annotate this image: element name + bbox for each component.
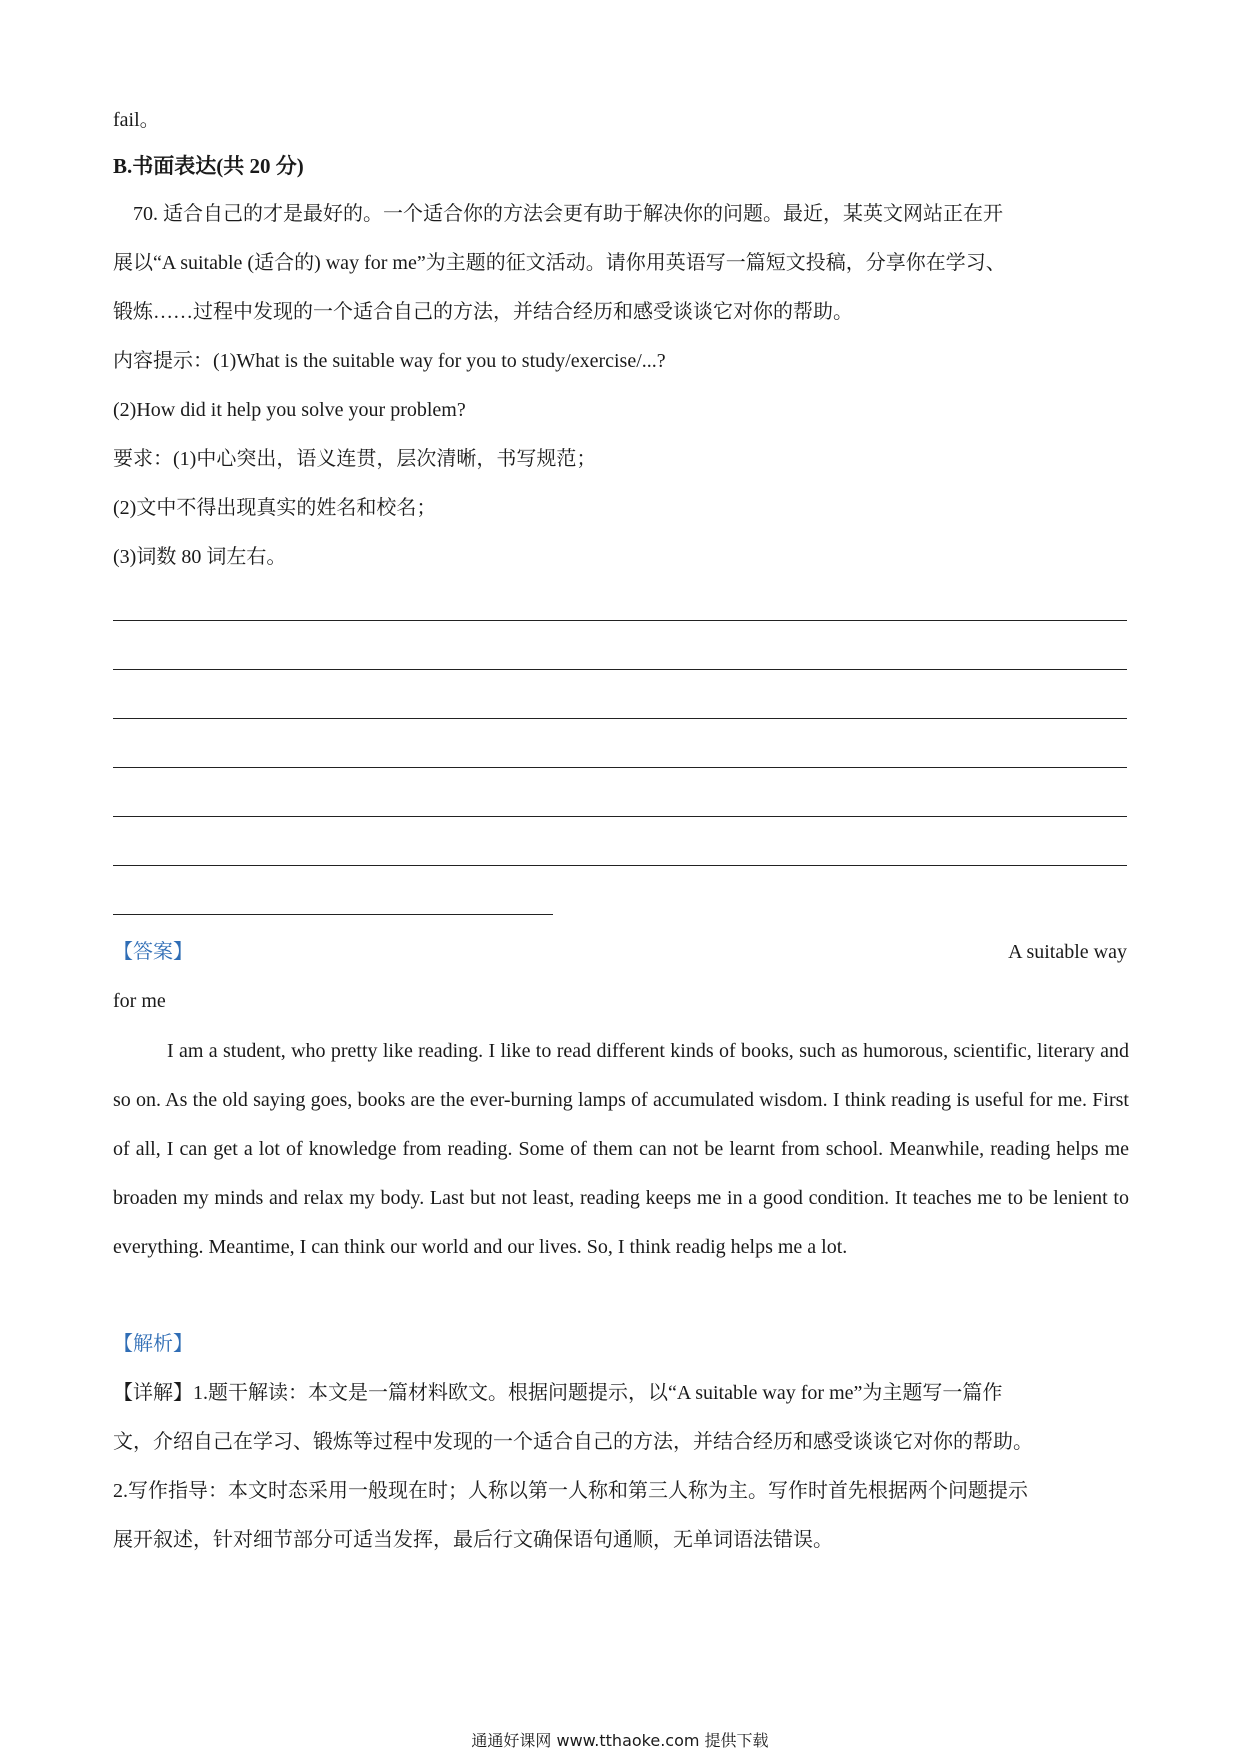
question-line-1: 70. 适合自己的才是最好的。一个适合你的方法会更有助于解决你的问题。最近，某英文网站正在开 <box>133 203 1003 225</box>
question-line-3: 锻炼……过程中发现的一个适合自己的方法，并结合经历和感受谈谈它对你的帮助。 <box>113 301 853 323</box>
requirement-2: (2)文中不得出现真实的姓名和校名； <box>113 497 437 519</box>
analysis-line-4: 展开叙述，针对细节部分可适当发挥，最后行文确保语句通顺，无单词语法错误。 <box>113 1529 833 1551</box>
question-line-2: 展以“A suitable (适合的) way for me”为主题的征文活动。请你用英语写一篇短文投稿，分享你在学习、 <box>113 252 1006 274</box>
writing-line <box>113 718 1127 719</box>
writing-line <box>113 669 1127 670</box>
analysis-label: 【解析】 <box>113 1333 193 1355</box>
requirement-1: 要求：(1)中心突出，语义连贯，层次清晰，书写规范； <box>113 448 597 470</box>
writing-line <box>113 816 1127 817</box>
analysis-line-3: 2.写作指导：本文时态采用一般现在时；人称以第一人称和第三人称为主。写作时首先根据两个问题提示 <box>113 1480 1028 1502</box>
content-hint-1: 内容提示：(1)What is the suitable way for you to study/exercise/...? <box>113 350 666 372</box>
answer-label: 【答案】 <box>113 941 193 963</box>
page-footer: 通通好课网 www.tthaoke.com 提供下载 <box>471 1731 769 1750</box>
answer-essay: I am a student, who pretty like reading. I like to read different kinds of books, such as humorous, scientific, literary and so on. As the old saying goes, books are the ever-burning lamps of accumulated wisdom. I think reading is useful for me. First of all, I can get a lot of knowledge from reading. Some of them can not be learnt from school. Meanwhile, reading helps me broaden my minds and relax my body. Last but not least, reading keeps me in a good condition. It teaches me to be lenient to everything. Meantime, I can think our world and our lives. So, I think readig helps me a lot. <box>113 1040 1129 1258</box>
writing-line <box>113 865 1127 866</box>
content-hint-2: (2)How did it help you solve your problem? <box>113 399 466 421</box>
section-title: B.书面表达(共 20 分) <box>113 154 304 178</box>
requirement-3: (3)词数 80 词左右。 <box>113 546 287 568</box>
analysis-line-1: 【详解】1.题干解读：本文是一篇材料欧文。根据问题提示，以“A suitable way for me”为主题写一篇作 <box>113 1382 1003 1404</box>
answer-title-part-1: A suitable way <box>1008 941 1127 963</box>
writing-line <box>113 767 1127 768</box>
writing-line <box>113 620 1127 621</box>
writing-line-short <box>113 914 553 915</box>
answer-title-part-2: for me <box>113 990 166 1012</box>
analysis-line-2: 文，介绍自己在学习、锻炼等过程中发现的一个适合自己的方法，并结合经历和感受谈谈它对你的帮助。 <box>113 1431 1033 1453</box>
previous-text-fragment: fail。 <box>113 109 160 131</box>
